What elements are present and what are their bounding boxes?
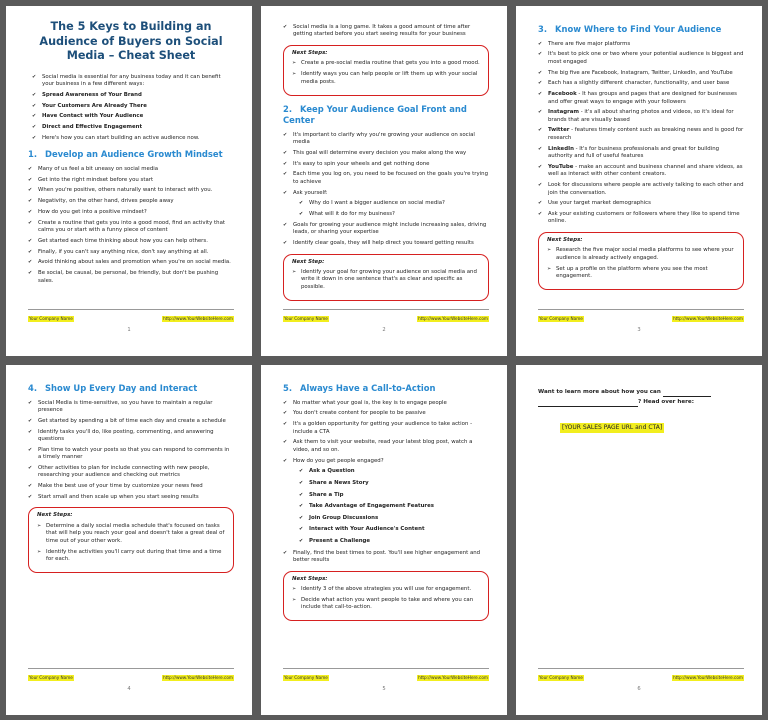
cta-blank-2: [538, 397, 638, 407]
section-number: 4.: [28, 383, 38, 393]
section-title-text: Always Have a Call-to-Action: [300, 383, 436, 393]
list-item-text: Ask your existing customers or followers where they like to spend time online.: [548, 211, 740, 225]
bullet-list: [28, 400, 234, 502]
list-item: ✔ Goals for growing your audience might include increasing sales, driving leads, or sharing your expertise: [283, 222, 489, 237]
footer-divider: [28, 668, 234, 669]
document-page-1: [6, 6, 252, 356]
section-heading: [283, 104, 489, 127]
list-item: ✔ Start small and then scale up when you start seeing results: [28, 494, 234, 501]
footer-company: Your Company Name: [539, 316, 583, 322]
list-item: ✔ Finally, find the best times to post. You'll see higher engagement and better results: [283, 550, 489, 565]
list-item: ✔ Social media is essential for any business today and it can benefit your business in a few different ways:: [32, 74, 234, 89]
section-number: 1.: [28, 149, 38, 160]
list-item: ✔ Identify tasks you'll do, like posting, commenting, and answering questions: [28, 429, 234, 444]
platform-name: Instagram: [548, 109, 580, 116]
intro-list: [32, 74, 234, 143]
list-item: ✔ Avoid thinking about sales and promotion when you're on social media.: [28, 259, 234, 266]
footer-company: Your Company Name: [284, 675, 328, 681]
section-title-text: Develop an Audience Growth Mindset: [45, 149, 223, 160]
list-item-text: There are five major platforms: [548, 40, 631, 47]
footer-company: Your Company Name: [29, 316, 73, 322]
footer-website-link[interactable]: http://www.YourWebsiteHere.com: [418, 675, 488, 681]
next-step-item: ➢ Determine a daily social media schedule that's focused on tasks that will help you reach your goal and doesn't take a great deal of time out of your other work.: [37, 523, 225, 545]
cta-line-2: ? Head over here:: [638, 398, 694, 405]
strategy-item: ✔ Interact with Your Audience's Content: [299, 526, 489, 533]
section-heading: [28, 149, 234, 161]
list-item: ✔ Social media is a long game. It takes a good amount of time after getting started before you start seeing results for your business: [283, 24, 489, 39]
next-steps-box: [538, 232, 744, 290]
next-steps-box: [28, 507, 234, 573]
footer-website-link[interactable]: http://www.YourWebsiteHere.com: [673, 675, 743, 681]
strategy-item: ✔ Share a News Story: [299, 480, 489, 487]
document-page-6: [516, 365, 762, 715]
list-item-text: Use your target market demographics: [548, 200, 651, 207]
footer-divider: [538, 668, 744, 669]
list-item: ✔ No matter what your goal is, the key is to engage people: [283, 400, 489, 407]
list-item: ✔ Be social, be causal, be personal, be friendly, but don't be pushing sales.: [28, 270, 234, 285]
list-item: [538, 211, 744, 226]
footer-divider: [283, 668, 489, 669]
list-item: ✔ It's important to clarify why you're growing your audience on social media: [283, 132, 489, 147]
list-item-text: - It's for business professionals and great for building authority and full of useful features: [548, 145, 720, 160]
list-item: [538, 127, 744, 142]
list-item: ✔ Here's how you can start building an active audience now.: [32, 135, 234, 142]
footer-company: Your Company Name: [29, 675, 73, 681]
list-item: ✔ Ask yourself:: [283, 190, 489, 197]
list-item: ✔ You don't create content for people to be passive: [283, 410, 489, 417]
platform-name: LinkedIn: [548, 145, 574, 152]
next-step-item: ➢ Identify the activities you'll carry out during that time and a time for each.: [37, 549, 225, 564]
next-steps-list: [547, 247, 735, 280]
list-item: [538, 109, 744, 124]
list-item-text: - It has groups and pages that are designed for businesses and offer great ways to engage with your followers: [548, 91, 737, 105]
list-item: ✔ Ask them to visit your website, read your latest blog post, watch a video, and so on.: [283, 439, 489, 454]
list-item-text: It's best to pick one or two where your potential audience is biggest and most engaged: [548, 51, 744, 65]
list-item: ✔ Get started by spending a bit of time each day and create a schedule: [28, 418, 234, 425]
list-item: ✔ Create a routine that gets you into a good mood, find an activity that calms you or start with a funny piece of content: [28, 220, 234, 235]
page-number: 5: [382, 685, 386, 692]
list-item: [538, 182, 744, 197]
list-item: ✔ How do you get into a positive mindset?: [28, 209, 234, 216]
section-number: 5.: [283, 383, 293, 393]
cta-blank-1: [663, 387, 711, 397]
list-item: [538, 41, 744, 48]
list-item-text: - features timely content such as breaking news and is good for research: [548, 127, 744, 141]
section-title-text: Know Where to Find Your Audience: [555, 24, 722, 34]
list-item: ✔ Negativity, on the other hand, drives people away: [28, 198, 234, 205]
document-page-5: [261, 365, 507, 715]
list-item-text: Look for discussions where people are actively talking to each other and join the conversation.: [548, 182, 744, 196]
strategy-item: ✔ Share a Tip: [299, 492, 489, 499]
list-item: ✔ Identify clear goals, they will help direct you toward getting results: [283, 240, 489, 247]
section-number: 3.: [538, 24, 548, 34]
next-steps-title: Next Steps:: [37, 512, 73, 519]
document-page-2: [261, 6, 507, 356]
bullet-list: [283, 400, 489, 465]
bullet-list: [283, 550, 489, 565]
next-step-item: ➢ Set up a profile on the platform where you see the most engagement.: [547, 266, 735, 281]
list-item: ✔ Each time you log on, you need to be focused on the goals you're trying to achieve: [283, 171, 489, 186]
list-item-text: - it's all about sharing photos and videos, so it's ideal for brands that are visually based: [548, 109, 734, 123]
bullet-list: [283, 222, 489, 248]
platform-name: Twitter: [548, 127, 570, 134]
next-steps-title: Next Steps:: [292, 575, 328, 582]
bullet-list: [538, 41, 744, 226]
section-title-text: Show Up Every Day and Interact: [45, 383, 198, 393]
footer-company: Your Company Name: [284, 316, 328, 322]
list-item-text: The big five are Facebook, Instagram, Twitter, LinkedIn, and YouTube: [548, 69, 733, 76]
cta-text: [538, 387, 744, 407]
footer-website-link[interactable]: http://www.YourWebsiteHere.com: [673, 316, 743, 322]
list-item: ✔ This goal will determine every decision you make along the way: [283, 150, 489, 157]
sub-list-item: ✔ What will it do for my business?: [299, 211, 489, 218]
list-item: ✔ Make the best use of your time by customize your news feed: [28, 483, 234, 490]
next-steps-list: [292, 269, 480, 291]
cta-line-1: Want to learn more about how you can: [538, 389, 661, 395]
next-steps-list: [292, 586, 480, 612]
list-item: [538, 91, 744, 106]
strategy-item: ✔ Take Advantage of Engagement Features: [299, 503, 489, 510]
list-item: ✔ Many of us feel a bit uneasy on social media: [28, 166, 234, 173]
next-steps-title: Next Steps:: [547, 236, 583, 243]
footer-website-link[interactable]: http://www.YourWebsiteHere.com: [418, 316, 488, 322]
bullet-list: [283, 24, 489, 39]
document-page-4: [6, 365, 252, 715]
footer-divider: [28, 309, 234, 310]
page-number: 4: [127, 685, 131, 692]
next-steps-title: Next Step:: [292, 258, 325, 265]
document-page-3: [516, 6, 762, 356]
sub-list-item: ✔ Why do I want a bigger audience on social media?: [299, 200, 489, 207]
section-heading: [538, 24, 744, 36]
sales-page-link[interactable]: [YOUR SALES PAGE URL and CTA]: [560, 423, 664, 433]
next-step-item: ➢ Identify 3 of the above strategies you will use for engagement.: [292, 586, 480, 593]
list-item: ✔ It's easy to spin your wheels and get nothing done: [283, 161, 489, 168]
list-item: [538, 70, 744, 77]
page-number: 6: [637, 685, 641, 692]
strategy-item: ✔ Ask a Question: [299, 468, 489, 475]
section-heading: [283, 383, 489, 395]
page-number: 3: [637, 326, 641, 333]
list-item: ✔ Other activities to plan for include connecting with new people, researching your audience and checking out metrics: [28, 465, 234, 480]
footer-website-link[interactable]: http://www.YourWebsiteHere.com: [163, 675, 233, 681]
strategy-item: ✔ Present a Challenge: [299, 538, 489, 545]
page-number: 2: [382, 326, 386, 333]
list-item: ✔ Get started each time thinking about how you can help others.: [28, 238, 234, 245]
list-item: [538, 146, 744, 161]
bullet-list: [28, 166, 234, 285]
next-step-item: ➢ Identify ways you can help people or lift them up with your social media posts.: [292, 71, 480, 86]
next-steps-box: [283, 254, 489, 301]
page-title: The 5 Keys to Building an Audience of Buyers on Social Media – Cheat Sheet: [39, 20, 223, 63]
list-item: ✔ Finally, if you can't say anything nice, don't say anything at all.: [28, 249, 234, 256]
next-step-item: ➢ Identify your goal for growing your audience on social media and write it down in one sentence that's as clear and specific as possible.: [292, 269, 480, 291]
list-item: ✔ Get into the right mindset before you start: [28, 177, 234, 184]
sub-bullet-list: [299, 200, 489, 218]
list-item: ✔ When you're positive, others naturally want to interact with you.: [28, 187, 234, 194]
list-item-text: Each has a slightly different character, functionality, and user base: [548, 80, 730, 87]
list-item: ✔ Have Contact with Your Audience: [32, 113, 234, 120]
list-item: [538, 51, 744, 66]
bullet-list: [283, 132, 489, 197]
list-item: ✔ Social Media is time-sensitive, so you have to maintain a regular presence: [28, 400, 234, 415]
section-heading: [28, 383, 234, 395]
next-steps-title: Next Steps:: [292, 49, 328, 56]
next-steps-box: [283, 571, 489, 622]
next-step-item: ➢ Research the five major social media platforms to see where your audience is already actively engaged.: [547, 247, 735, 262]
next-steps-list: [37, 523, 225, 564]
section-number: 2.: [283, 103, 293, 114]
list-item: ✔ It's a golden opportunity for getting your audience to take action - include a CTA: [283, 421, 489, 436]
sub-bullet-list: [299, 468, 489, 545]
list-item: ✔ Your Customers Are Already There: [32, 103, 234, 110]
footer-divider: [283, 309, 489, 310]
next-steps-list: [292, 60, 480, 86]
platform-name: YouTube: [548, 163, 574, 170]
next-steps-box: [283, 45, 489, 96]
list-item: [538, 200, 744, 207]
list-item: ✔ Plan time to watch your posts so that you can respond to comments in a timely manner: [28, 447, 234, 462]
section-title-text: Keep Your Audience Goal Front and Center: [283, 103, 467, 126]
footer-company: Your Company Name: [539, 675, 583, 681]
platform-name: Facebook: [548, 91, 577, 98]
list-item: [538, 80, 744, 87]
footer-website-link[interactable]: http://www.YourWebsiteHere.com: [163, 316, 233, 322]
list-item-text: - make an account and business channel and share videos, as well as interact with other content creators.: [548, 163, 743, 178]
list-item: ✔ Direct and Effective Engagement: [32, 124, 234, 131]
page-number: 1: [127, 326, 131, 333]
next-step-item: ➢ Decide what action you want people to take and where you can include that call-to-action.: [292, 597, 480, 612]
next-step-item: ➢ Create a pre-social media routine that gets you into a good mood.: [292, 60, 480, 67]
list-item: [538, 164, 744, 179]
list-item: ✔ Spread Awareness of Your Brand: [32, 92, 234, 99]
footer-divider: [538, 309, 744, 310]
list-item: ✔ How do you get people engaged?: [283, 458, 489, 465]
strategy-item: ✔ Join Group Discussions: [299, 515, 489, 522]
